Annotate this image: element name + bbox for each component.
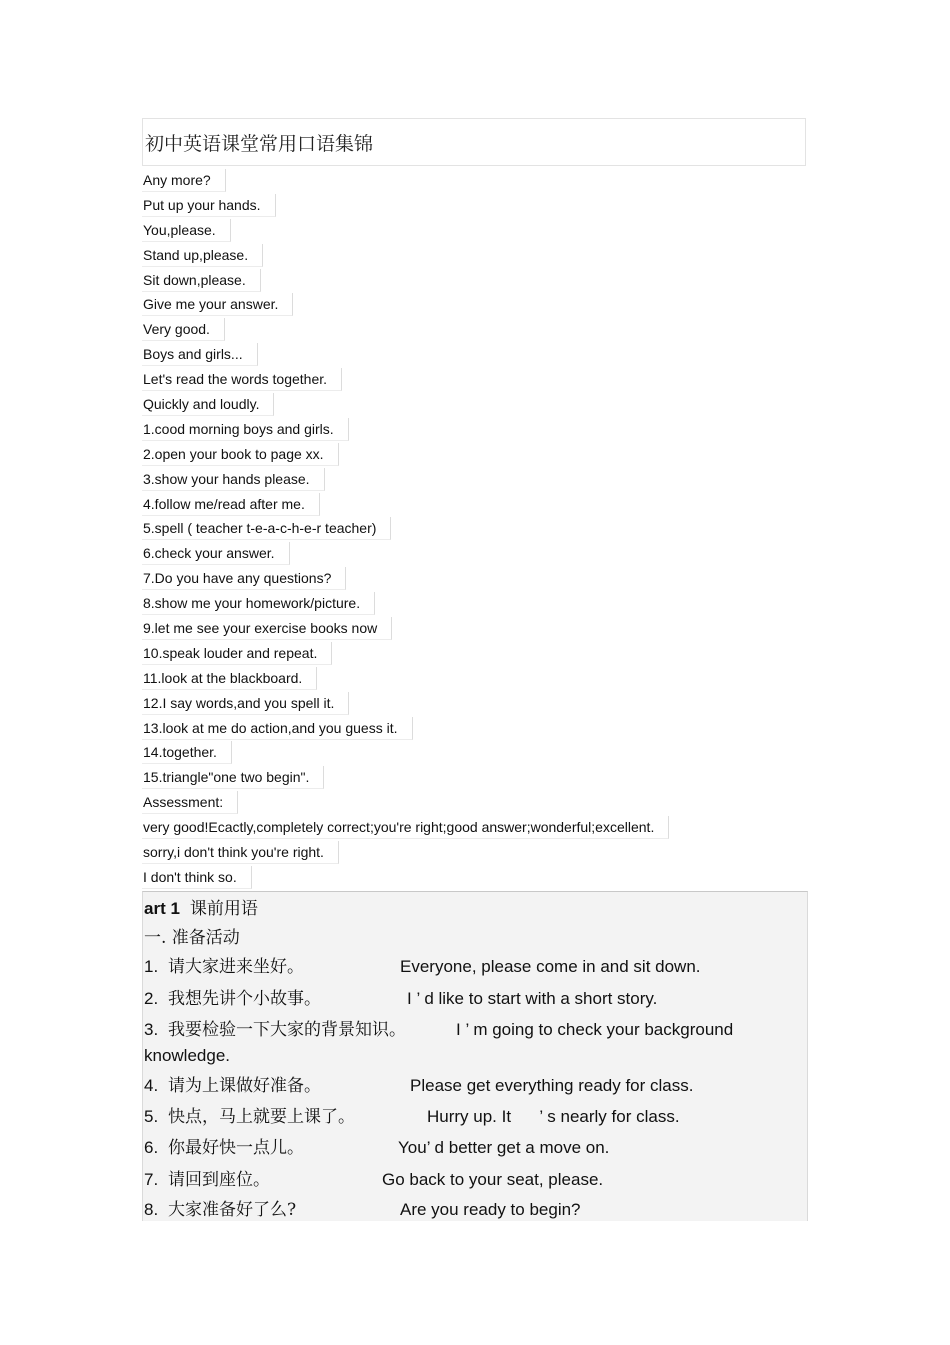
phrase-row: 8. 大家准备好了么? Are you ready to begin? <box>144 1200 581 1220</box>
list-item: Stand up,please. <box>142 244 669 269</box>
phrase-row: 7. 请回到座位。 Go back to your seat, please. <box>144 1170 604 1190</box>
phrase-row: 2. 我想先讲个小故事。 I ’ d like to start with a short story. <box>144 989 658 1009</box>
list-item: 7.Do you have any questions? <box>142 567 669 592</box>
list-item: 1.cood morning boys and girls. <box>142 418 669 443</box>
part-heading <box>144 894 258 919</box>
list-item: sorry,i don't think you're right. <box>142 841 669 866</box>
phrase-row: 6. 你最好快一点儿。 You’ d better get a move on. <box>144 1138 610 1158</box>
list-item: Quickly and loudly. <box>142 393 669 418</box>
list-item: Let's read the words together. <box>142 368 669 393</box>
list-item: Boys and girls... <box>142 343 669 368</box>
list-item: I don't think so. <box>142 866 669 891</box>
list-item: Very good. <box>142 318 669 343</box>
list-item: Any more? <box>142 169 669 194</box>
phrase-list <box>142 169 669 891</box>
list-item: 15.triangle"one two begin". <box>142 766 669 791</box>
list-item: Put up your hands. <box>142 194 669 219</box>
phrase-row: 3. 我要检验一下大家的背景知识。 I ’ m going to check your background knowledge. <box>144 1020 734 1065</box>
list-item: You,please. <box>142 219 669 244</box>
part-section <box>142 891 808 1221</box>
list-item: 13.look at me do action,and you guess it. <box>142 717 669 742</box>
page-title: 初中英语课堂常用口语集锦 <box>145 133 374 155</box>
phrase-row: 1. 请大家进来坐好。 Everyone, please come in and sit down. <box>144 957 701 977</box>
title-box <box>142 118 806 166</box>
list-item: 10.speak louder and repeat. <box>142 642 669 667</box>
list-item: very good!Ecactly,completely correct;you're right;good answer;wonderful;excellent. <box>142 816 669 841</box>
list-item: Assessment: <box>142 791 669 816</box>
list-item: 9.let me see your exercise books now <box>142 617 669 642</box>
phrase-row: 5. 快点，马上就要上课了。 Hurry up. It ’ s nearly for class. <box>144 1107 680 1127</box>
part-title: 课前用语 <box>189 899 258 919</box>
list-item: 2.open your book to page xx. <box>142 443 669 468</box>
list-item: 11.look at the blackboard. <box>142 667 669 692</box>
list-item: 14.together. <box>142 741 669 766</box>
list-item: 5.spell ( teacher t-e-a-c-h-e-r teacher) <box>142 517 669 542</box>
list-item: 4.follow me/read after me. <box>142 493 669 518</box>
list-item: 12.I say words,and you spell it. <box>142 692 669 717</box>
part-subtitle: 一. 准备活动 <box>144 928 240 948</box>
list-item: 3.show your hands please. <box>142 468 669 493</box>
list-item: Sit down,please. <box>142 269 669 294</box>
list-item: 6.check your answer. <box>142 542 669 567</box>
list-item: Give me your answer. <box>142 293 669 318</box>
list-item: 8.show me your homework/picture. <box>142 592 669 617</box>
part-label: art 1 <box>144 899 180 918</box>
phrase-row: 4. 请为上课做好准备。 Please get everything ready for class. <box>144 1076 694 1096</box>
